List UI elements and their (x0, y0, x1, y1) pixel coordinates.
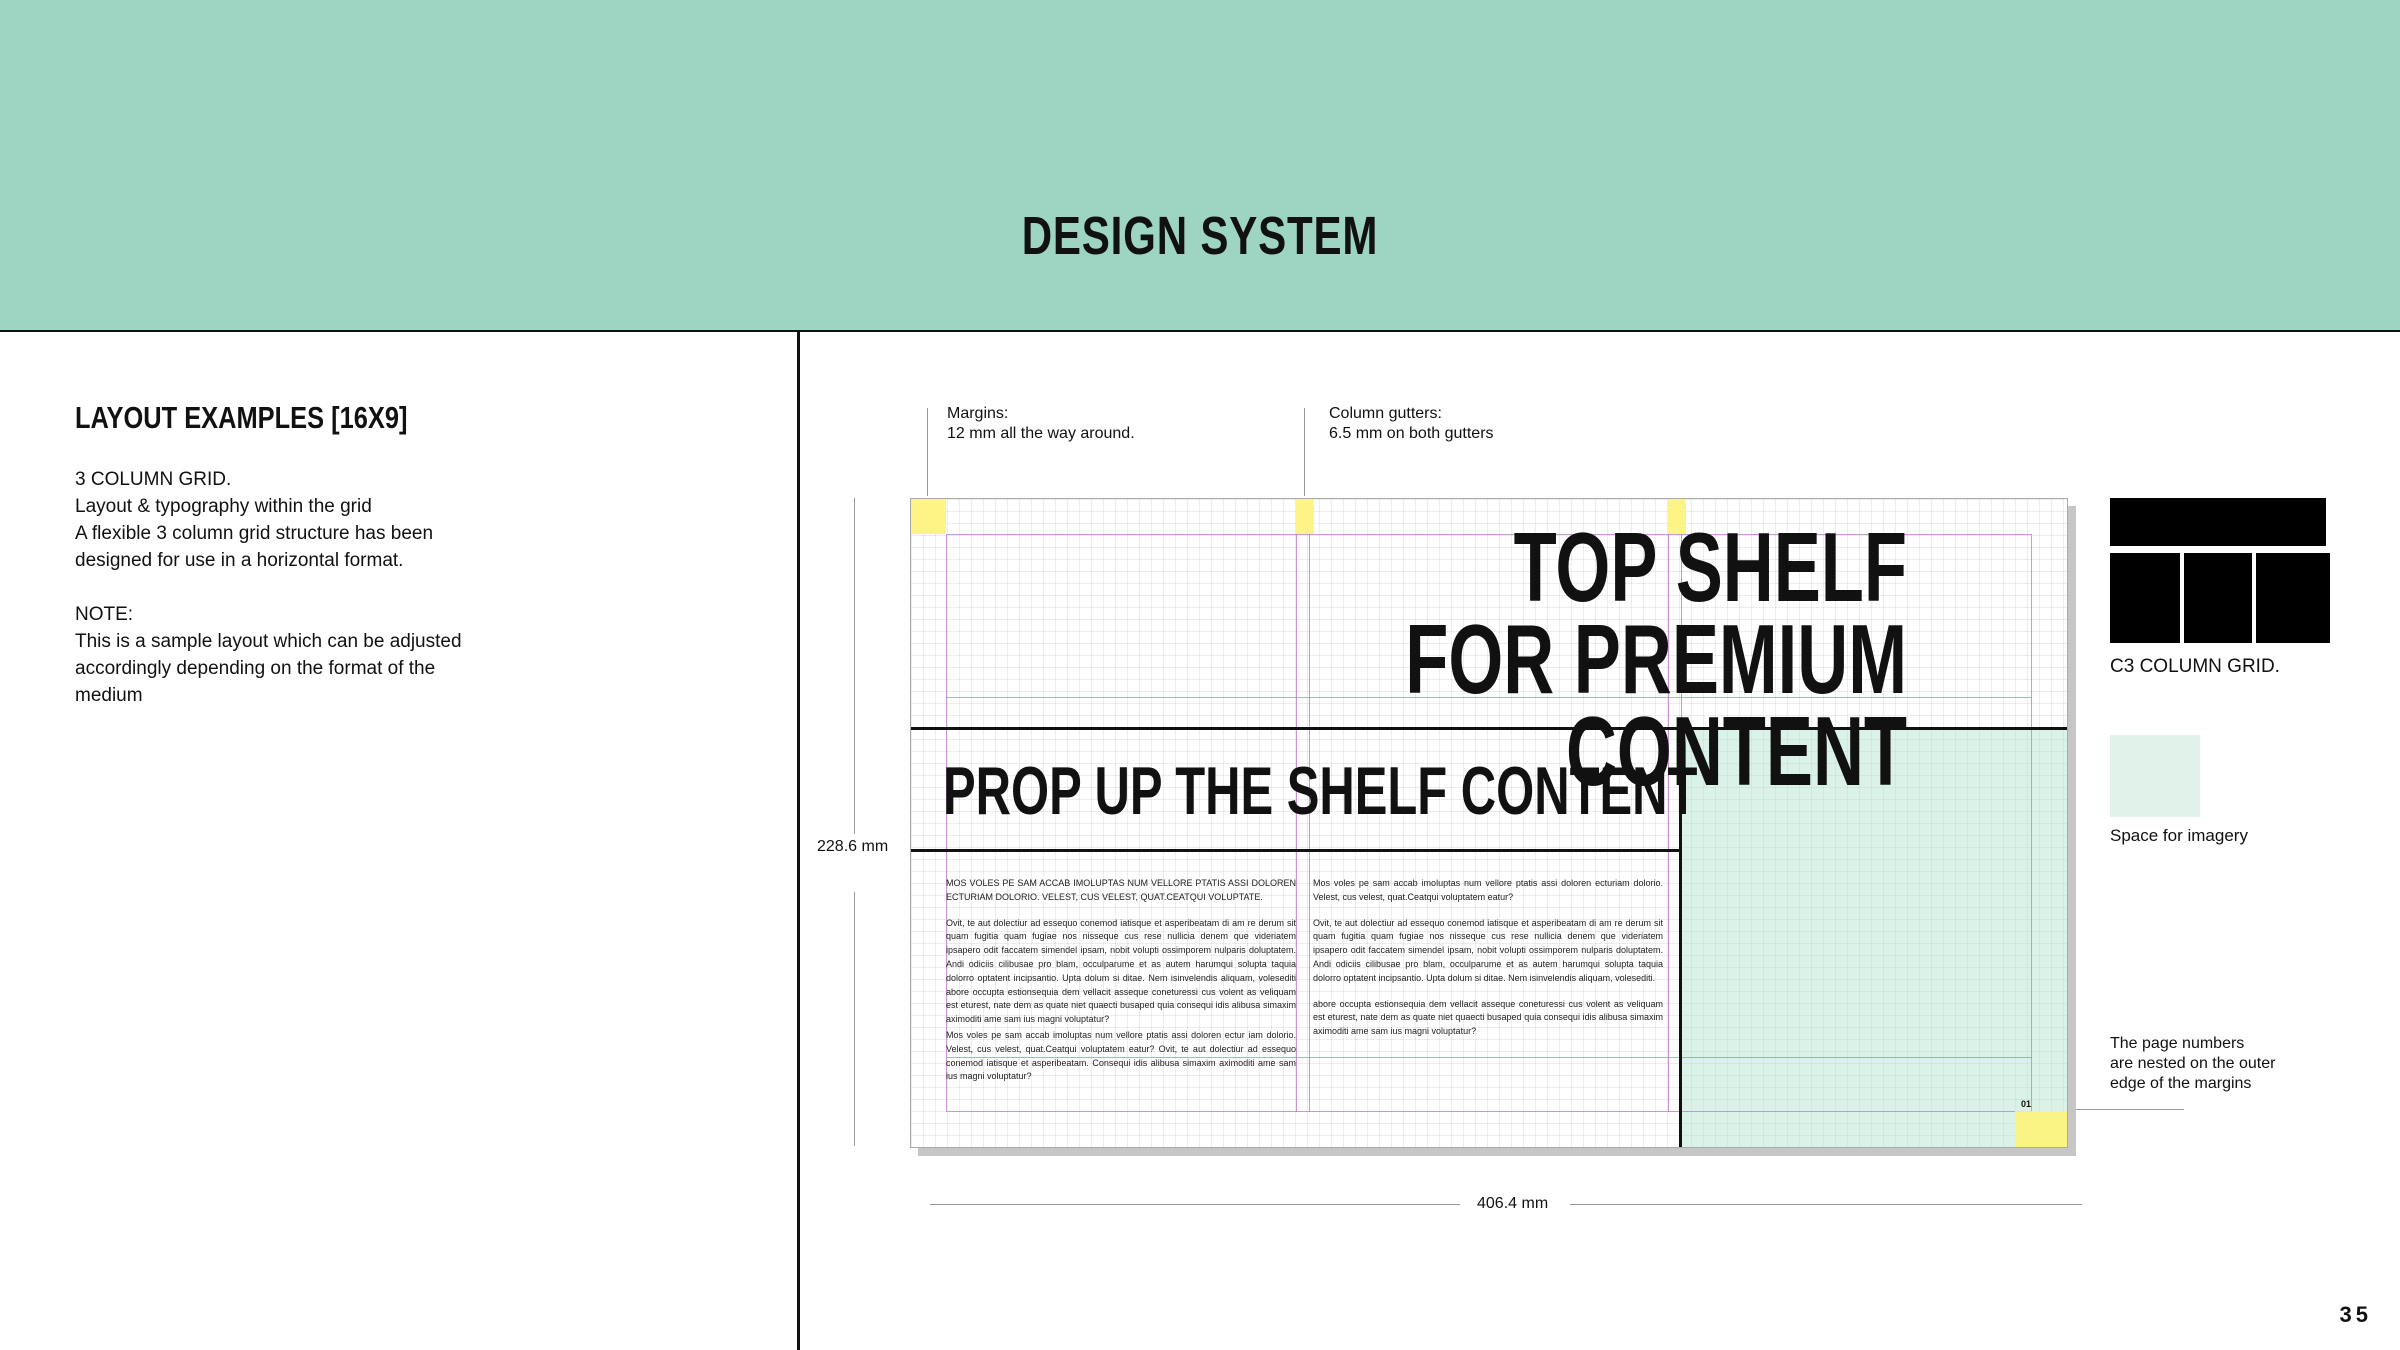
column-grid-icon (2110, 498, 2326, 643)
imagery-swatch (2110, 735, 2200, 817)
column-paragraph: abore occupta estionsequia dem vellacit asseque coneturessi cus volent as veliquam est eturest, nate dem as quate niet quaecti busaped quia consequi idis alibusa simaxim aximoditi ame sam ius magni voluptatur? (1313, 998, 1663, 1037)
layout-canvas (910, 498, 2068, 1148)
section-title: LAYOUT EXAMPLES [16X9] (75, 400, 408, 435)
height-dimension-line-bottom (854, 892, 855, 1146)
grid-label: C3 COLUMN GRID. (2110, 656, 2280, 677)
note-label: NOTE: (75, 604, 134, 625)
sample-page-number: 01 (2021, 1099, 2032, 1109)
column-paragraph: Mos voles pe sam accab imoluptas num vellore ptatis assi doloren ectur iam dolorio. Velest, cus velest, quat.Ceatqui voluptatem eatur? Ovit, te aut dolectiur ad essequo conemod iatisque et asperibeatam. Consequi idis alibusa simaxim aximoditi ame sam ius magni voluptatur? (946, 1029, 1296, 1082)
note-block (75, 601, 495, 709)
sample-headline: TOP SHELF FOR PREMIUM CONTENT (1405, 512, 1907, 806)
shelf-rule-bottom (911, 849, 1681, 852)
column-paragraph: Ovit, te aut dolectiur ad essequo conemod iatisque et asperibeatam di am re derum sit quam fugitia quam fugiae nos nisseque cus rese nullicia denem que videriatem ipsapero odit faccatem simendel ipsam, nobit volupti ossimporem nulparis doluptatem. Andi odiciis cilibusae pro blam, occulparume et as autem harumqui solupta taquia dolorro optatent incipsantio. Upta dolum si ditae. Nem isinvelendis aliquam, volesediti abore occupta estionsequia dem vellacit asseque coneturessi cus volent as veliquam est eturest, nate dem as quate niet quaecti busaped quia consequi idis alibusa simaxim aximoditi ame sam ius magni voluptatur? (946, 917, 1296, 1025)
width-dimension-line-left (930, 1204, 1460, 1205)
imagery-label: Space for imagery (2110, 826, 2248, 845)
header-banner (0, 0, 2400, 332)
section-description: 3 COLUMN GRID. Layout & typography within the grid A flexible 3 column grid structure has been designed for use in a horizontal format. (75, 469, 434, 571)
gutters-leader-line (1304, 408, 1305, 496)
text-column-1 (946, 877, 1296, 1096)
width-dimension-line-right (1570, 1204, 2082, 1205)
column-lead: Mos voles pe sam accab imoluptas num vellore ptatis assi doloren ecturiam dolorio. Velest, cus velest, quat.Ceatqui voluptatem eatur? (1313, 878, 1663, 902)
margins-annotation: Margins: 12 mm all the way around. (947, 405, 1135, 442)
gutters-annotation: Column gutters: 6.5 mm on both gutters (1329, 405, 1494, 442)
margins-leader-line (927, 408, 928, 496)
note-text: This is a sample layout which can be adjusted accordingly depending on the format of the medium (75, 631, 462, 706)
grid-icon-gap (2110, 546, 2326, 553)
page-numbers-annotation: The page numbers are nested on the outer edge of the margins (2110, 1035, 2276, 1092)
grid-icon-column (2180, 553, 2256, 643)
page-number: 35 (2339, 1302, 2372, 1327)
column-lead: MOS VOLES PE SAM ACCAB IMOLUPTAS NUM VELLORE PTATIS ASSI DOLOREN ECTURIAM DOLORIO. VELEST, CUS VELEST, QUAT.CEATQUI VOLUPTATE. (946, 878, 1296, 902)
page-title: DESIGN SYSTEM (1021, 206, 1379, 266)
text-column-2 (1313, 877, 1663, 1051)
column-paragraph: Ovit, te aut dolectiur ad essequo conemod iatisque et asperibeatam di am re derum sit quam fugitia quam fugiae nos nisseque cus rese nullicia denem que videriatem ipsapero odit faccatem simendel ipsam, nobit volupti ossimporem nulparis doluptatem. Andi odiciis cilibusae pro blam, occulparume et as autem harumqui solupta taquia dolorro optatent incipsantio. Upta dolum si ditae. Nem isinvelendis aliquam, volesediti. (1313, 917, 1663, 983)
width-measure: 406.4 mm (1477, 1195, 1549, 1212)
grid-icon-column (2106, 553, 2184, 643)
page-number-marker (2015, 1111, 2067, 1147)
height-measure: 228.6 mm (817, 838, 889, 855)
grid-icon-column (2252, 553, 2330, 643)
vertical-divider (797, 332, 800, 1350)
height-dimension-line-top (854, 498, 855, 834)
sample-subheadline: PROP UP THE SHELF CONTENT (943, 753, 1698, 829)
